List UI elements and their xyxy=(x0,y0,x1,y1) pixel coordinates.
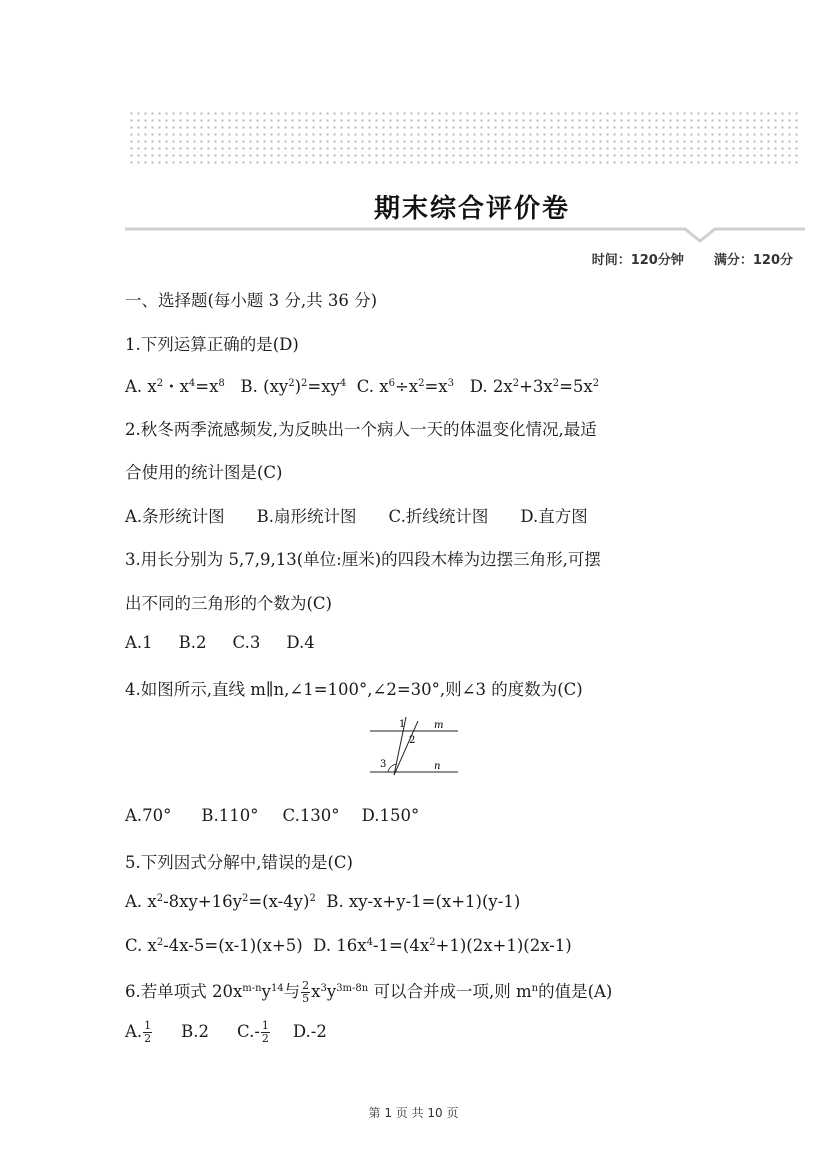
q2-option-a: A.条形统计图 xyxy=(125,507,225,526)
q6-option-d: D.-2 xyxy=(292,1022,327,1041)
q5-option-b: B. xy-x+y-1=(x+1)(y-1) xyxy=(326,892,521,911)
q3-option-b: B.2 xyxy=(178,633,207,652)
q2-option-b: B.扇形统计图 xyxy=(256,507,357,526)
question-3-stem-line2: 出不同的三角形的个数为(C) xyxy=(125,594,332,613)
q4-option-b: B.110° xyxy=(201,806,259,825)
q1-option-d: D. $2x^2+3x^2=5x^2$ xyxy=(469,377,600,396)
q5-option-d: D. $16x^4-1=(4x^2+1)(2x+1)(2x-1)$ xyxy=(313,936,572,955)
line-m-label: m xyxy=(434,720,444,731)
question-2-stem-line1: 2.秋冬两季流感频发,为反映出一个病人一天的体温变化情况,最适 xyxy=(125,420,597,439)
q1-option-c: C. $x^6\div x^2=x^3$ xyxy=(356,377,454,396)
q1-option-a: A. $x^2$・$x^4=x^8$ xyxy=(125,377,225,396)
q2-option-c: C.折线统计图 xyxy=(388,507,489,526)
q4-option-c: C.130° xyxy=(282,806,340,825)
exam-meta xyxy=(562,249,793,268)
q1-option-b: B. $(xy^2)^2=xy^4$ xyxy=(240,377,347,396)
question-5-stem: 5.下列因式分解中,错误的是(C) xyxy=(125,853,353,872)
dotted-header-pattern xyxy=(128,110,800,168)
q4-option-a: A.70° xyxy=(125,806,172,825)
question-1-options xyxy=(125,373,599,397)
time-limit: 时间：120分钟 xyxy=(591,253,684,268)
q3-option-c: C.3 xyxy=(232,633,261,652)
question-2-options xyxy=(125,503,588,527)
question-3-options xyxy=(125,633,315,652)
q6-option-c: C.- $\frac{1}{2}$ xyxy=(237,1019,269,1045)
question-1-stem: 1.下列运算正确的是(D) xyxy=(125,335,299,354)
q6-option-a: A. $\frac{1}{2}$ xyxy=(125,1019,152,1045)
question-5-options-ab xyxy=(125,892,520,911)
page-footer: 第 1 页 共 10 页 xyxy=(368,1106,459,1120)
question-6-options xyxy=(125,1020,327,1045)
page-title: 期末综合评价卷 xyxy=(373,194,570,224)
question-3-stem-line1: 3.用长分别为 5,7,9,13(单位:厘米)的四段木棒为边摆三角形,可摆 xyxy=(125,550,601,569)
section-heading: 一、选择题(每小题 3 分,共 36 分) xyxy=(125,291,378,310)
question-5-options-cd xyxy=(125,936,572,955)
angle-2-label: 2 xyxy=(409,735,416,746)
q3-option-d: D.4 xyxy=(286,633,315,652)
q6-option-b: B.2 xyxy=(181,1022,210,1041)
q2-option-d: D.直方图 xyxy=(520,507,588,526)
angle-3-label: 3 xyxy=(380,759,387,770)
question-4-options xyxy=(125,806,419,825)
question-2-stem-line2: 合使用的统计图是(C) xyxy=(125,463,283,482)
full-score: 满分：120分 xyxy=(713,253,793,268)
title-rule xyxy=(125,226,805,246)
q3-option-a: A.1 xyxy=(125,633,153,652)
question-6-stem: 6.若单项式 $20x^{m-n}y^{14}$与 $\frac{2}{5}$ $x^3y^{3m-8n}$ 可以合并成一项,则 $m^n$的值是(A) xyxy=(125,979,613,1005)
fraction-two-fifths: $\frac{2}{5}$ xyxy=(302,979,310,1005)
q4-option-d: D.150° xyxy=(361,806,420,825)
line-n-label: n xyxy=(434,761,441,772)
question-4-stem: 4.如图所示,直线 m∥n,∠1=100°,∠2=30°,则∠3 的度数为(C) xyxy=(125,680,583,699)
q5-option-c: C. $x^2-4x-5=(x-1)(x+5)$ xyxy=(125,936,303,955)
angle-1-label: 1 xyxy=(399,719,406,730)
q5-option-a: A. $x^2-8xy+16y^2=(x-4y)^2$ xyxy=(125,892,316,911)
parallel-lines-figure xyxy=(368,714,460,776)
